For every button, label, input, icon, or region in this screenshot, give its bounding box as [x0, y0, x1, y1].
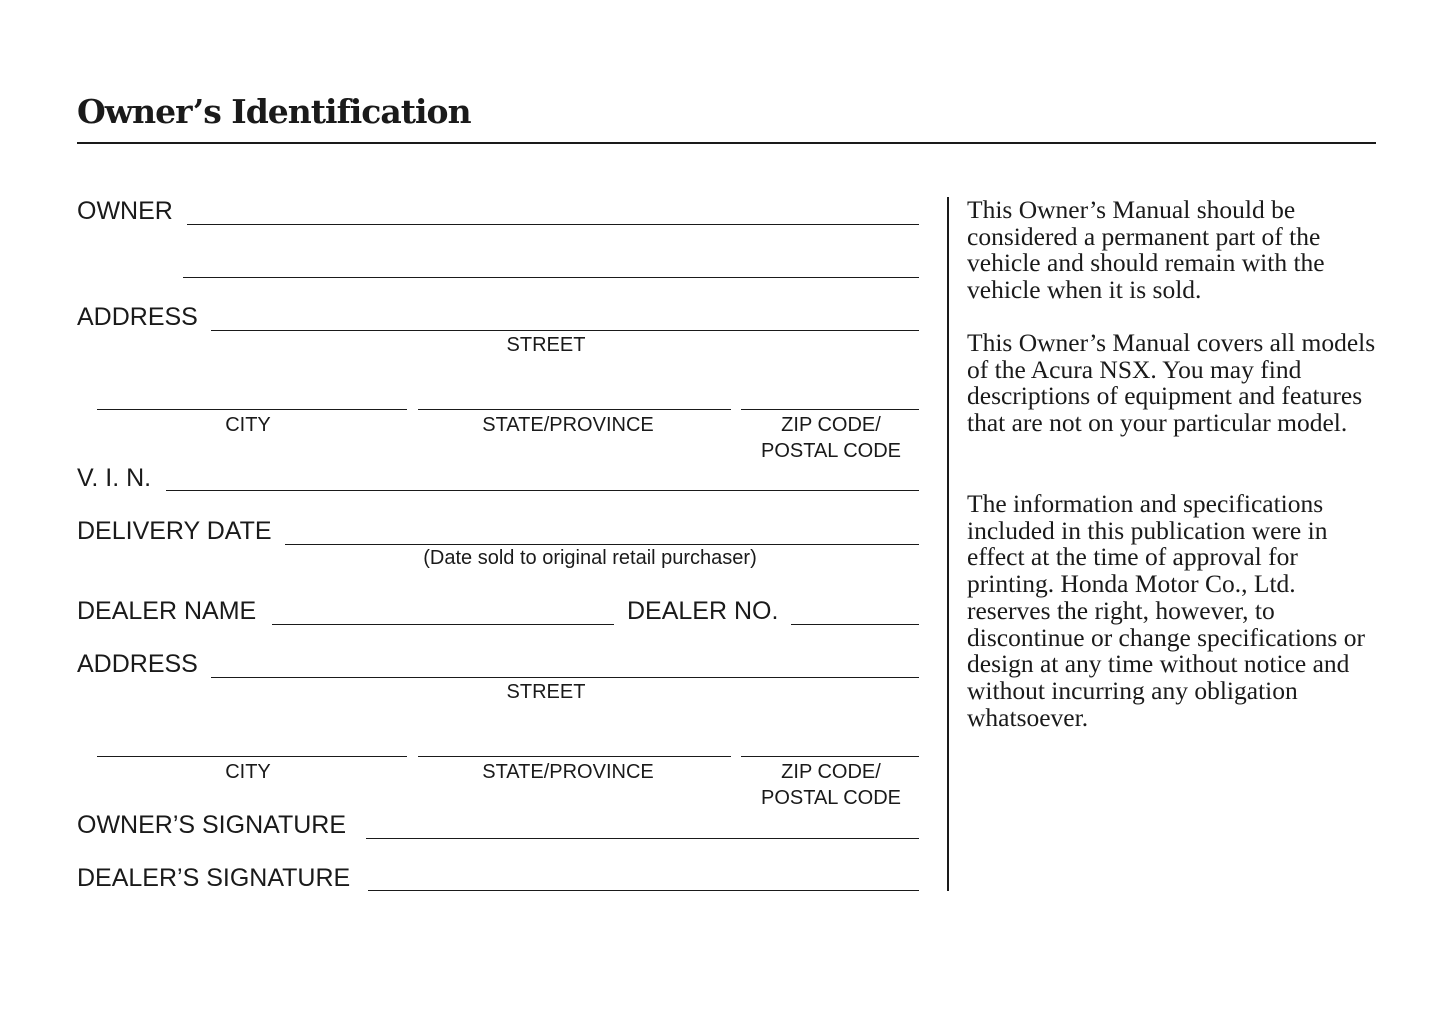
owner-city-caption: CITY — [225, 414, 271, 436]
owner-line-2[interactable] — [183, 277, 919, 278]
dealer-no-label: DEALER NO. — [627, 597, 779, 625]
vin-line[interactable] — [166, 490, 919, 491]
dealer-signature-line[interactable] — [368, 890, 919, 891]
column-divider — [947, 197, 949, 891]
dealer-name-line[interactable] — [272, 624, 614, 625]
note-paragraph-2: This Owner’s Manual covers all models of the Acura NSX. You may find descriptions of equipment and features that are not on your particular model. — [967, 328, 1376, 438]
owner-city-line[interactable] — [97, 409, 407, 410]
note-paragraph-1: This Owner’s Manual should be considered a permanent part of the vehicle and should remain with the vehicle when it is sold. — [967, 195, 1325, 305]
owner-signature-line[interactable] — [366, 838, 919, 839]
dealer-state-caption: STATE/PROVINCE — [482, 761, 654, 783]
owner-line[interactable] — [187, 224, 919, 225]
dealer-no-line[interactable] — [791, 624, 919, 625]
dealer-city-line[interactable] — [97, 756, 407, 757]
owner-street-caption: STREET — [506, 334, 586, 356]
owner-signature-label: OWNER’S SIGNATURE — [77, 811, 346, 839]
owner-state-line[interactable] — [418, 409, 731, 410]
note-paragraph-3: The information and specifications included in this publication were in effect at the time of approval for printing. Honda Motor Co., Ltd. reserves the right, however, to discontinue or change specifications or design at any time without notice and without incurring any obligation whatsoever. — [967, 489, 1365, 732]
delivery-date-label: DELIVERY DATE — [77, 517, 272, 545]
dealer-address-label: ADDRESS — [77, 650, 198, 678]
dealer-city-caption: CITY — [225, 761, 271, 783]
page-title: Owner’s Identification — [77, 92, 471, 131]
owner-zip-caption-line2: POSTAL CODE — [760, 440, 902, 462]
title-divider — [77, 142, 1376, 144]
delivery-date-caption: (Date sold to original retail purchaser) — [423, 547, 757, 569]
vin-label: V. I. N. — [77, 464, 152, 492]
owner-street-line[interactable] — [211, 330, 919, 331]
dealer-name-label: DEALER NAME — [77, 597, 257, 625]
dealer-state-line[interactable] — [418, 756, 731, 757]
dealer-signature-label: DEALER’S SIGNATURE — [77, 864, 351, 892]
dealer-zip-caption-line1: ZIP CODE/ — [781, 761, 881, 783]
owner-state-caption: STATE/PROVINCE — [482, 414, 654, 436]
dealer-zip-caption-line2: POSTAL CODE — [760, 787, 902, 809]
owner-zip-caption-line1: ZIP CODE/ — [781, 414, 881, 436]
dealer-zip-line[interactable] — [741, 756, 919, 757]
owner-label: OWNER — [77, 197, 173, 225]
owner-address-label: ADDRESS — [77, 303, 198, 331]
dealer-street-caption: STREET — [506, 681, 586, 703]
dealer-street-line[interactable] — [211, 677, 919, 678]
owner-zip-line[interactable] — [741, 409, 919, 410]
